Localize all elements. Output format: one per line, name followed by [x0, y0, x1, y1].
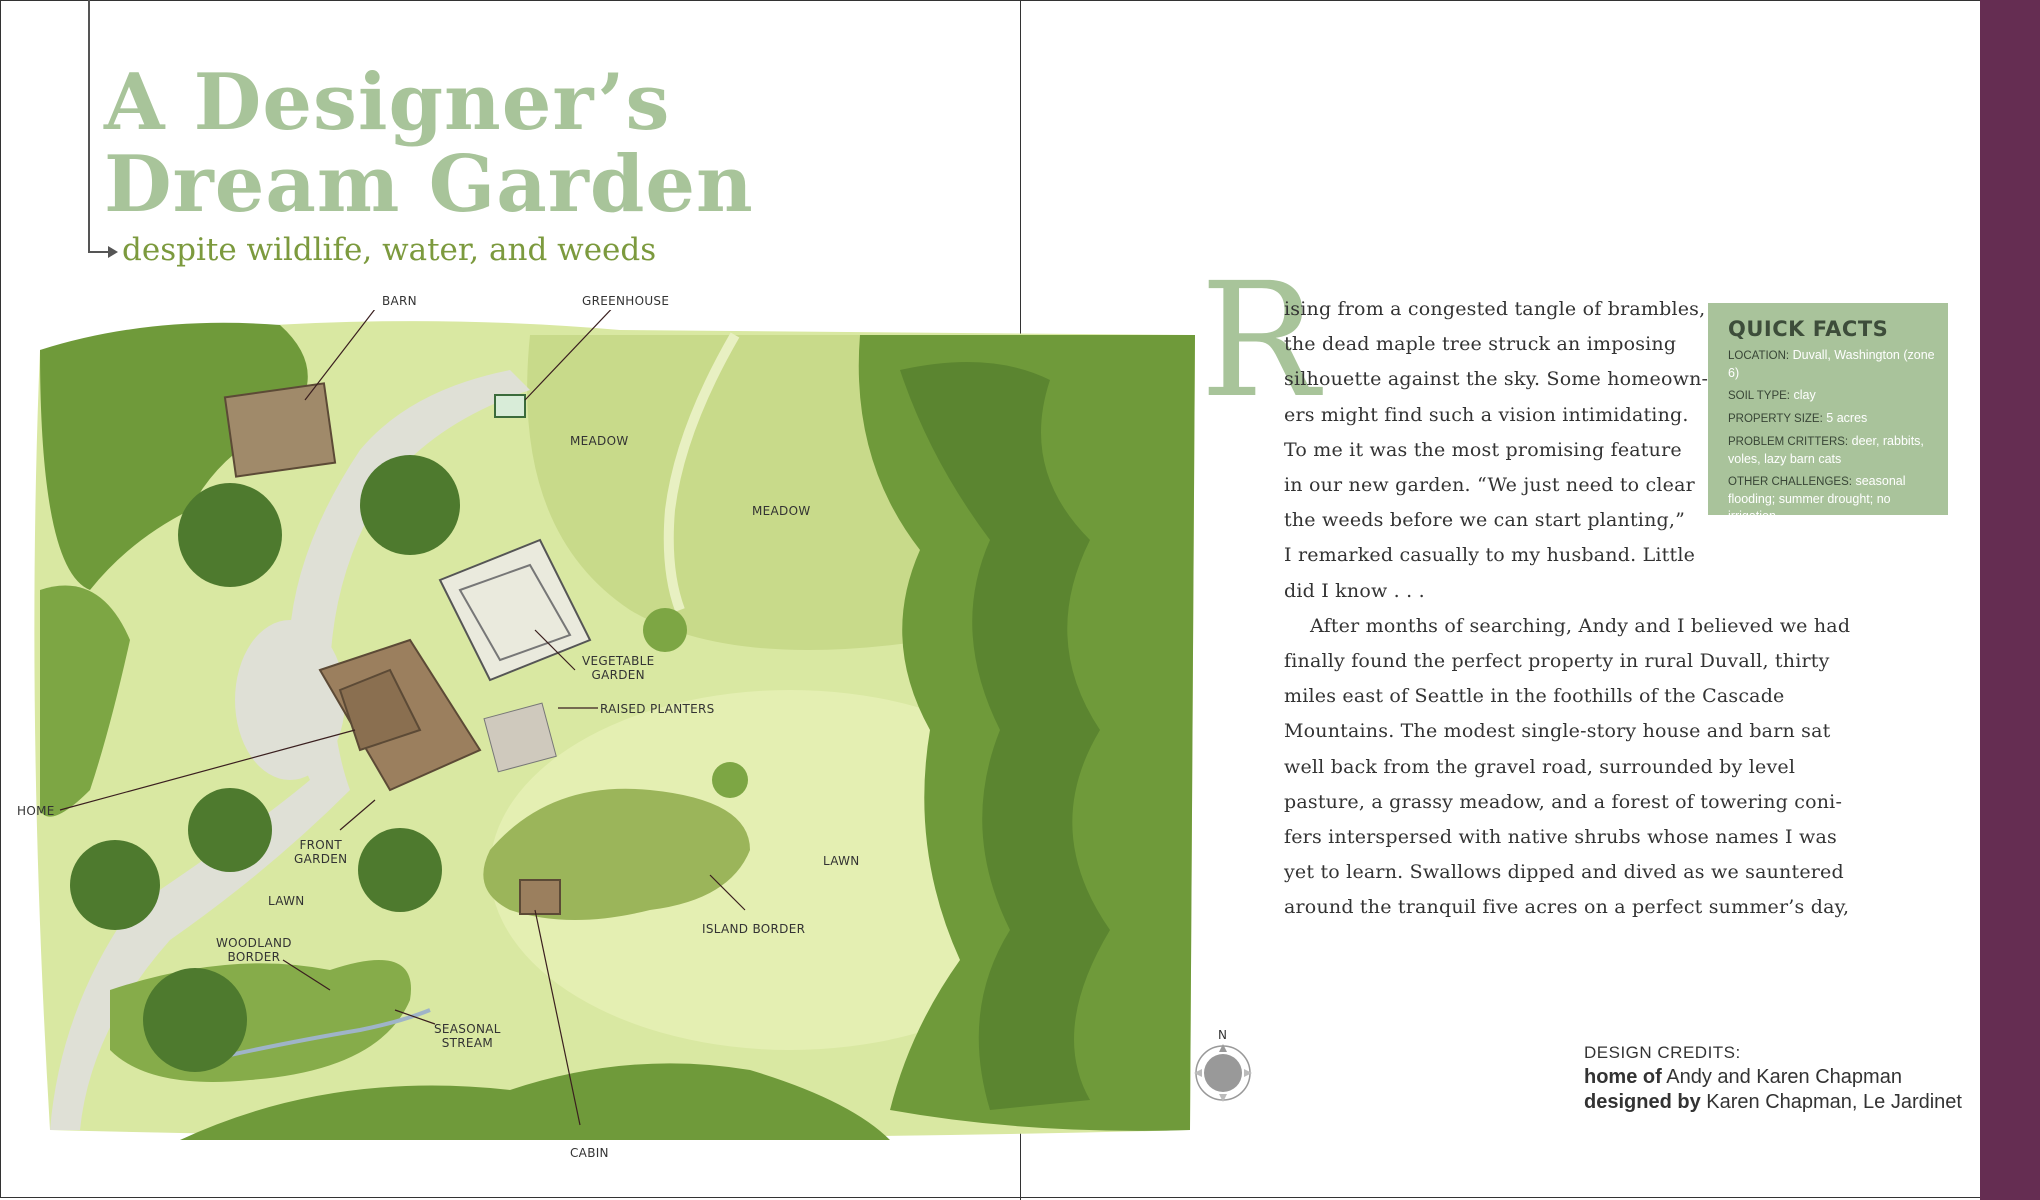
quick-fact-item [1728, 347, 1936, 382]
credits-heading: DESIGN CREDITS: [1584, 1043, 1741, 1062]
quick-fact-key: PROBLEM CRITTERS: [1728, 436, 1849, 448]
label-cabin: CABIN [570, 1146, 609, 1160]
quick-fact-key: OTHER CHALLENGES: [1728, 476, 1852, 488]
quick-fact-value: seasonal flooding; summer drought; no irrigation [1728, 474, 1906, 523]
page-title [104, 57, 754, 230]
article-line: pasture, a grassy meadow, and a forest of towering coni- [1284, 790, 1843, 813]
title-bracket-tick [88, 251, 110, 253]
label-seasonal-stream-line-2: STREAM [441, 1036, 493, 1050]
label-lawn-2: LAWN [823, 854, 860, 868]
label-woodland-border-line-1: WOODLAND [216, 936, 292, 950]
quick-fact-item [1728, 433, 1936, 468]
quick-facts-box [1708, 303, 1948, 523]
arrow-right-icon [108, 246, 118, 258]
article-line: in our new garden. “We just need to clear [1284, 474, 1695, 496]
article-line: yet to learn. Swallows dipped and dived as we sauntered [1284, 861, 1844, 884]
article-line: To me it was the most promising feature [1284, 438, 1682, 461]
quick-fact-value: Duvall, Washington (zone 6) [1728, 348, 1935, 380]
label-woodland-border-line-2: BORDER [227, 950, 281, 964]
quick-facts-title: QUICK FACTS [1728, 317, 1889, 341]
article-line: the weeds before we can start planting,” [1284, 509, 1686, 532]
garden-plan-illustration [17, 294, 1200, 1160]
title-bracket [88, 0, 90, 252]
label-raised-planters: RAISED PLANTERS [600, 702, 715, 716]
label-lawn-1: LAWN [268, 894, 305, 908]
design-credits [1584, 1040, 1962, 1115]
quick-fact-item [1728, 410, 1936, 428]
article-line: around the tranquil five acres on a perfect summer’s day, [1284, 896, 1850, 919]
quick-fact-key: PROPERTY SIZE: [1728, 413, 1823, 425]
page-subtitle: despite wildlife, water, and weeds [122, 232, 657, 268]
article-line: Mountains. The modest single-story house and barn sat [1284, 720, 1831, 743]
quick-fact-value: clay [1793, 388, 1816, 402]
label-meadow-2: MEADOW [752, 504, 811, 518]
credits-designer-row [1584, 1090, 1962, 1115]
article-line: well back from the gravel road, surrounded by level [1284, 755, 1796, 778]
credits-designer-label: designed by [1584, 1091, 1701, 1113]
label-vegetable-garden-line-2: GARDEN [591, 668, 645, 682]
label-seasonal-stream [434, 1022, 501, 1050]
article-line: finally found the perfect property in rural Duvall, thirty [1284, 650, 1830, 672]
label-meadow-1: MEADOW [570, 434, 629, 448]
article-line: ers might find such a vision intimidating. [1284, 403, 1689, 426]
compass-north-label: N [1218, 1028, 1228, 1042]
label-front-garden-line-1: FRONT [299, 838, 342, 852]
article-line: the dead maple tree struck an imposing [1284, 333, 1677, 356]
article-line: After months of searching, Andy and I believed we had [1310, 614, 1851, 637]
compass-icon [1188, 1042, 1258, 1104]
quick-fact-key: SOIL TYPE: [1728, 390, 1790, 402]
article-line: did I know . . . [1284, 579, 1425, 602]
label-vegetable-garden-line-1: VEGETABLE [582, 654, 655, 668]
label-home: HOME [17, 804, 55, 818]
article-line: miles east of Seattle in the foothills of the Cascade [1284, 685, 1785, 708]
quick-fact-key: LOCATION: [1728, 350, 1790, 362]
article-line: I remarked casually to my husband. Little [1284, 544, 1696, 567]
label-front-garden-line-2: GARDEN [294, 852, 348, 866]
compass-rose [1188, 1028, 1258, 1104]
quick-facts-list [1728, 347, 1936, 525]
label-barn: BARN [382, 294, 417, 308]
quick-fact-value: 5 acres [1826, 411, 1868, 425]
label-vegetable-garden [582, 654, 654, 682]
label-island-border: ISLAND BORDER [702, 922, 806, 936]
credits-designer-value: Karen Chapman, Le Jardinet [1706, 1091, 1962, 1113]
label-front-garden [294, 838, 347, 866]
label-woodland-border [216, 936, 292, 964]
title-line-1: A Designer’s [104, 57, 671, 148]
quick-fact-item [1728, 387, 1936, 405]
chapter-side-bar [1980, 0, 2040, 1200]
article-line: silhouette against the sky. Some homeown- [1284, 368, 1709, 391]
quick-fact-item [1728, 473, 1936, 525]
article-line: ising from a congested tangle of brambles, [1284, 298, 1706, 320]
title-line-2: Dream Garden [104, 139, 754, 230]
label-seasonal-stream-line-1: SEASONAL [434, 1022, 501, 1036]
quick-fact-value: deer, rabbits, voles, lazy barn cats [1728, 434, 1924, 466]
label-greenhouse: GREENHOUSE [582, 294, 670, 308]
drop-cap: R [1200, 249, 1319, 433]
credits-home-value: Andy and Karen Chapman [1666, 1066, 1902, 1088]
article-line: fers interspersed with native shrubs whose names I was [1284, 826, 1837, 848]
credits-home-label: home of [1584, 1066, 1662, 1088]
credits-home-row [1584, 1065, 1962, 1090]
